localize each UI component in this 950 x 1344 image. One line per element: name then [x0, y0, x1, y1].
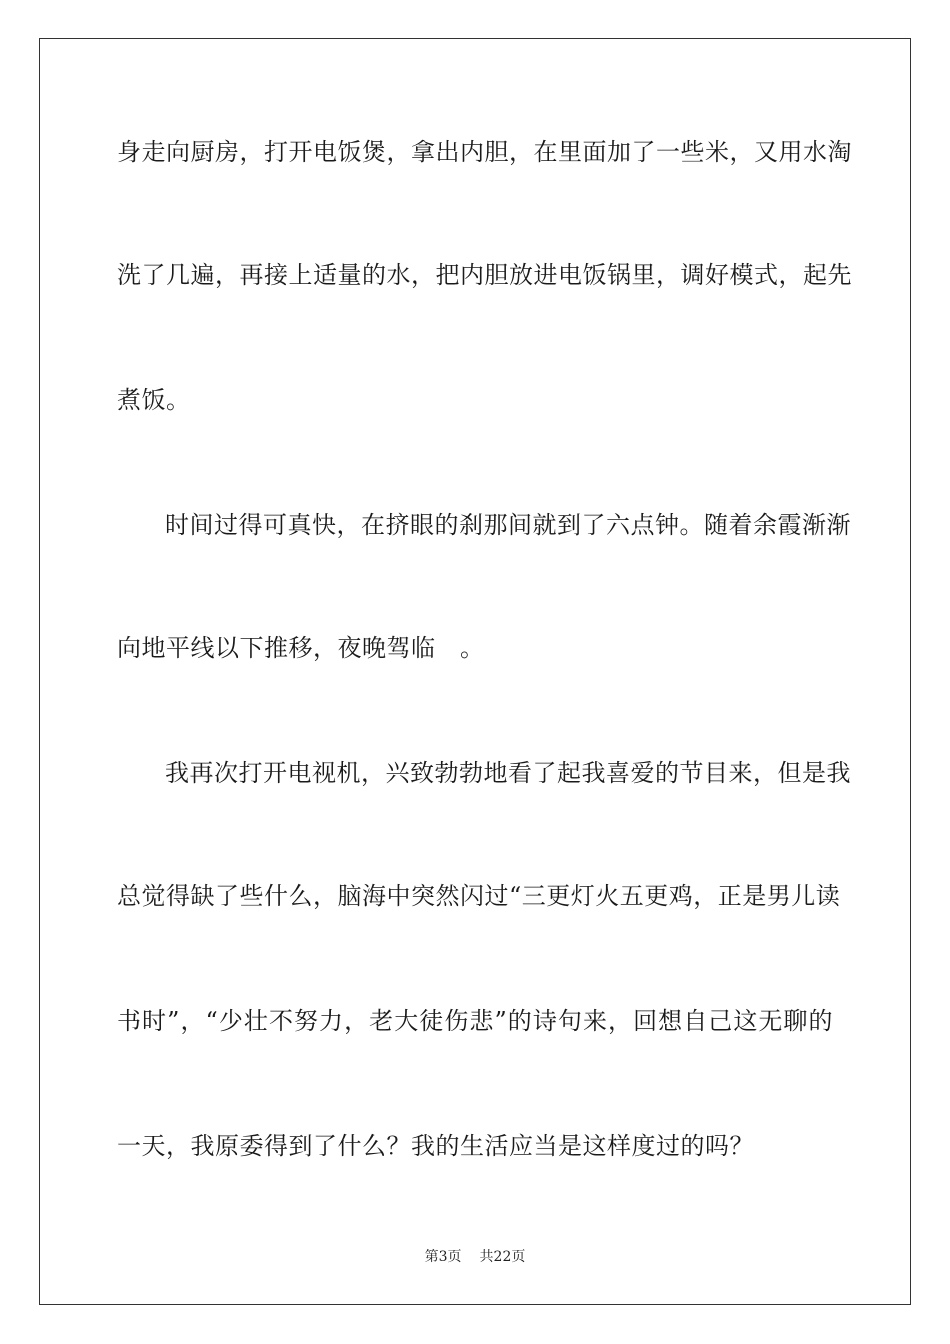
text-line-8: 书时”，“少壮不努力，老大徒伤悲”的诗句来，回想自己这无聊的 — [117, 1007, 833, 1035]
page-total: 共22页 — [479, 1249, 526, 1265]
page-border — [39, 38, 911, 1305]
text-line-3: 煮饭。 — [117, 386, 191, 414]
text-line-6: 我再次打开电视机，兴致勃勃地看了起我喜爱的节目来，但是我 — [165, 759, 851, 787]
page-footer — [0, 1246, 950, 1268]
text-line-9: 一天，我原委得到了什么？我的生活应当是这样度过的吗？ — [117, 1132, 754, 1160]
text-line-1: 身走向厨房，打开电饭煲，拿出内胆，在里面加了一些米，又用水淘 — [117, 138, 852, 166]
page-number: 第3页 — [424, 1249, 462, 1265]
text-line-7: 总觉得缺了些什么，脑海中突然闪过“三更灯火五更鸡，正是男儿读 — [117, 882, 841, 910]
text-line-2: 洗了几遍，再接上适量的水，把内胆放进电饭锅里，调好模式，起先 — [117, 261, 852, 289]
text-line-4: 时间过得可真快，在挤眼的刹那间就到了六点钟。随着余霞渐渐 — [165, 511, 851, 539]
text-line-5: 向地平线以下推移，夜晚驾临 。 — [117, 634, 485, 662]
